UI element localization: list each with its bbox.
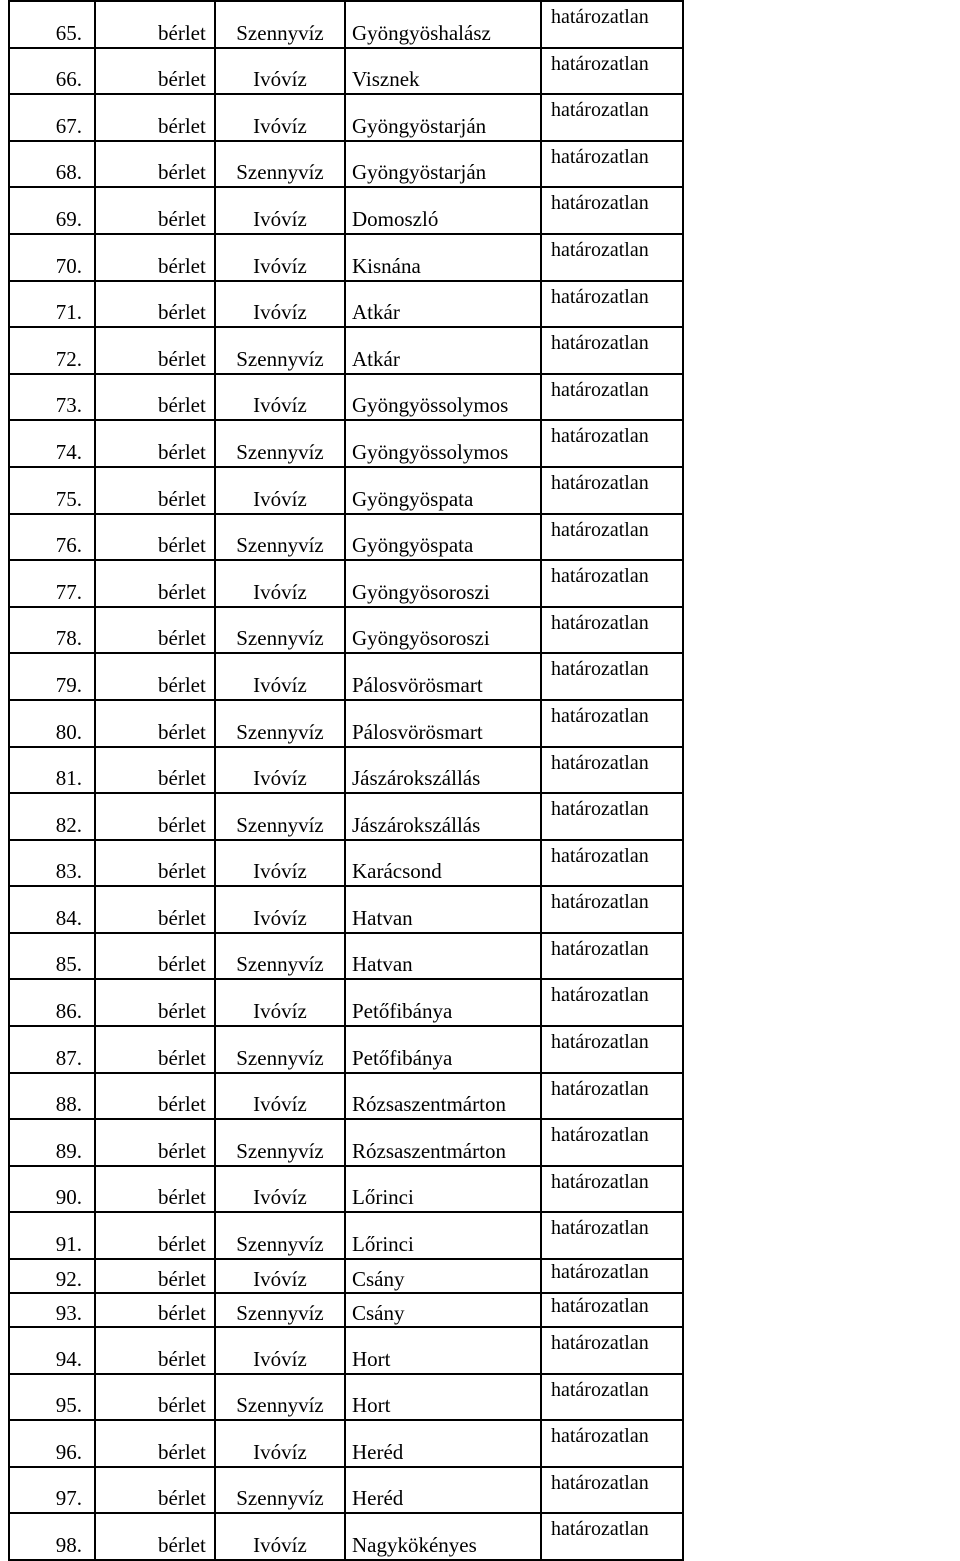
utility-type-cell: Ivóvíz <box>215 467 345 514</box>
row-number-cell: 82. <box>9 793 95 840</box>
row-number-cell: 97. <box>9 1467 95 1514</box>
town-name-cell: Gyöngyöstarján <box>345 94 541 141</box>
contract-type-cell: bérlet <box>95 1259 215 1293</box>
utility-type-cell: Szennyvíz <box>215 1374 345 1421</box>
contract-type-cell: bérlet <box>95 1166 215 1213</box>
duration-cell: határozatlan <box>541 514 683 561</box>
table-row <box>9 187 683 234</box>
contract-type-cell: bérlet <box>95 187 215 234</box>
contract-type-cell: bérlet <box>95 1073 215 1120</box>
row-number-cell: 67. <box>9 94 95 141</box>
utility-type-cell: Ivóvíz <box>215 94 345 141</box>
town-name-cell: Pálosvörösmart <box>345 700 541 747</box>
row-number-cell: 70. <box>9 234 95 281</box>
contract-type-cell: bérlet <box>95 886 215 933</box>
utility-type-cell: Ivóvíz <box>215 886 345 933</box>
row-number-cell: 96. <box>9 1420 95 1467</box>
duration-cell: határozatlan <box>541 187 683 234</box>
row-number-cell: 98. <box>9 1513 95 1560</box>
table-row <box>9 653 683 700</box>
row-number-cell: 87. <box>9 1026 95 1073</box>
duration-cell: határozatlan <box>541 1212 683 1259</box>
duration-cell: határozatlan <box>541 1073 683 1120</box>
row-number-cell: 71. <box>9 281 95 328</box>
table-row <box>9 607 683 654</box>
table-row <box>9 327 683 374</box>
contract-type-cell: bérlet <box>95 1 215 48</box>
utility-type-cell: Ivóvíz <box>215 1327 345 1374</box>
utility-type-cell: Szennyvíz <box>215 1212 345 1259</box>
table-row <box>9 514 683 561</box>
table-row <box>9 1119 683 1166</box>
row-number-cell: 78. <box>9 607 95 654</box>
duration-cell: határozatlan <box>541 420 683 467</box>
town-name-cell: Gyöngyöshalász <box>345 1 541 48</box>
duration-cell: határozatlan <box>541 653 683 700</box>
table-row <box>9 1026 683 1073</box>
row-number-cell: 69. <box>9 187 95 234</box>
duration-cell: határozatlan <box>541 1259 683 1293</box>
row-number-cell: 91. <box>9 1212 95 1259</box>
town-name-cell: Hatvan <box>345 933 541 980</box>
contract-type-cell: bérlet <box>95 1212 215 1259</box>
contract-type-cell: bérlet <box>95 1119 215 1166</box>
town-name-cell: Heréd <box>345 1420 541 1467</box>
town-name-cell: Gyöngyöspata <box>345 467 541 514</box>
contract-type-cell: bérlet <box>95 1420 215 1467</box>
table-row <box>9 1513 683 1560</box>
row-number-cell: 65. <box>9 1 95 48</box>
duration-cell: határozatlan <box>541 1293 683 1327</box>
row-number-cell: 85. <box>9 933 95 980</box>
duration-cell: határozatlan <box>541 467 683 514</box>
duration-cell: határozatlan <box>541 793 683 840</box>
duration-cell: határozatlan <box>541 1026 683 1073</box>
table-row <box>9 94 683 141</box>
duration-cell: határozatlan <box>541 141 683 188</box>
town-name-cell: Hort <box>345 1327 541 1374</box>
utility-type-cell: Ivóvíz <box>215 187 345 234</box>
town-name-cell: Gyöngyösoroszi <box>345 607 541 654</box>
contract-type-cell: bérlet <box>95 933 215 980</box>
table-row <box>9 467 683 514</box>
contract-type-cell: bérlet <box>95 607 215 654</box>
document-page <box>8 0 684 1561</box>
duration-cell: határozatlan <box>541 1467 683 1514</box>
utility-type-cell: Szennyvíz <box>215 141 345 188</box>
utility-type-cell: Ivóvíz <box>215 234 345 281</box>
utility-type-cell: Ivóvíz <box>215 747 345 794</box>
table-row <box>9 1166 683 1213</box>
table-row <box>9 48 683 95</box>
table-row <box>9 747 683 794</box>
row-number-cell: 93. <box>9 1293 95 1327</box>
table-body <box>9 1 683 1560</box>
contract-table <box>8 0 684 1561</box>
row-number-cell: 89. <box>9 1119 95 1166</box>
utility-type-cell: Ivóvíz <box>215 1259 345 1293</box>
duration-cell: határozatlan <box>541 1119 683 1166</box>
contract-type-cell: bérlet <box>95 653 215 700</box>
table-row <box>9 1259 683 1293</box>
table-row <box>9 1293 683 1327</box>
row-number-cell: 84. <box>9 886 95 933</box>
contract-type-cell: bérlet <box>95 793 215 840</box>
table-row <box>9 234 683 281</box>
utility-type-cell: Szennyvíz <box>215 607 345 654</box>
town-name-cell: Hatvan <box>345 886 541 933</box>
duration-cell: határozatlan <box>541 607 683 654</box>
duration-cell: határozatlan <box>541 1166 683 1213</box>
utility-type-cell: Ivóvíz <box>215 1420 345 1467</box>
row-number-cell: 72. <box>9 327 95 374</box>
row-number-cell: 88. <box>9 1073 95 1120</box>
utility-type-cell: Ivóvíz <box>215 1513 345 1560</box>
row-number-cell: 76. <box>9 514 95 561</box>
duration-cell: határozatlan <box>541 281 683 328</box>
town-name-cell: Hort <box>345 1374 541 1421</box>
duration-cell: határozatlan <box>541 1374 683 1421</box>
contract-type-cell: bérlet <box>95 374 215 421</box>
utility-type-cell: Ivóvíz <box>215 1166 345 1213</box>
table-row <box>9 1374 683 1421</box>
table-row <box>9 933 683 980</box>
utility-type-cell: Szennyvíz <box>215 420 345 467</box>
town-name-cell: Jászárokszállás <box>345 747 541 794</box>
contract-type-cell: bérlet <box>95 48 215 95</box>
table-row <box>9 793 683 840</box>
utility-type-cell: Ivóvíz <box>215 653 345 700</box>
utility-type-cell: Szennyvíz <box>215 933 345 980</box>
utility-type-cell: Szennyvíz <box>215 1026 345 1073</box>
table-row <box>9 840 683 887</box>
contract-type-cell: bérlet <box>95 514 215 561</box>
row-number-cell: 79. <box>9 653 95 700</box>
row-number-cell: 75. <box>9 467 95 514</box>
row-number-cell: 74. <box>9 420 95 467</box>
utility-type-cell: Szennyvíz <box>215 1293 345 1327</box>
row-number-cell: 94. <box>9 1327 95 1374</box>
table-row <box>9 560 683 607</box>
contract-type-cell: bérlet <box>95 327 215 374</box>
row-number-cell: 90. <box>9 1166 95 1213</box>
town-name-cell: Gyöngyössolymos <box>345 420 541 467</box>
row-number-cell: 92. <box>9 1259 95 1293</box>
table-row <box>9 374 683 421</box>
town-name-cell: Csány <box>345 1259 541 1293</box>
contract-type-cell: bérlet <box>95 281 215 328</box>
duration-cell: határozatlan <box>541 933 683 980</box>
duration-cell: határozatlan <box>541 886 683 933</box>
contract-type-cell: bérlet <box>95 94 215 141</box>
row-number-cell: 66. <box>9 48 95 95</box>
utility-type-cell: Ivóvíz <box>215 281 345 328</box>
table-row <box>9 979 683 1026</box>
contract-type-cell: bérlet <box>95 979 215 1026</box>
contract-type-cell: bérlet <box>95 1374 215 1421</box>
town-name-cell: Atkár <box>345 327 541 374</box>
contract-type-cell: bérlet <box>95 234 215 281</box>
town-name-cell: Visznek <box>345 48 541 95</box>
town-name-cell: Pálosvörösmart <box>345 653 541 700</box>
table-row <box>9 1073 683 1120</box>
contract-type-cell: bérlet <box>95 1026 215 1073</box>
duration-cell: határozatlan <box>541 1 683 48</box>
duration-cell: határozatlan <box>541 747 683 794</box>
utility-type-cell: Ivóvíz <box>215 1073 345 1120</box>
utility-type-cell: Szennyvíz <box>215 700 345 747</box>
table-row <box>9 1467 683 1514</box>
table-row <box>9 1327 683 1374</box>
utility-type-cell: Szennyvíz <box>215 1467 345 1514</box>
row-number-cell: 80. <box>9 700 95 747</box>
table-row <box>9 1420 683 1467</box>
duration-cell: határozatlan <box>541 979 683 1026</box>
contract-type-cell: bérlet <box>95 420 215 467</box>
town-name-cell: Nagykökényes <box>345 1513 541 1560</box>
contract-type-cell: bérlet <box>95 700 215 747</box>
duration-cell: határozatlan <box>541 700 683 747</box>
contract-type-cell: bérlet <box>95 560 215 607</box>
town-name-cell: Heréd <box>345 1467 541 1514</box>
duration-cell: határozatlan <box>541 327 683 374</box>
duration-cell: határozatlan <box>541 48 683 95</box>
utility-type-cell: Szennyvíz <box>215 1119 345 1166</box>
table-row <box>9 700 683 747</box>
row-number-cell: 81. <box>9 747 95 794</box>
utility-type-cell: Szennyvíz <box>215 514 345 561</box>
utility-type-cell: Ivóvíz <box>215 979 345 1026</box>
contract-type-cell: bérlet <box>95 1293 215 1327</box>
town-name-cell: Rózsaszentmárton <box>345 1073 541 1120</box>
table-row <box>9 420 683 467</box>
utility-type-cell: Szennyvíz <box>215 327 345 374</box>
duration-cell: határozatlan <box>541 1420 683 1467</box>
duration-cell: határozatlan <box>541 1327 683 1374</box>
contract-type-cell: bérlet <box>95 1513 215 1560</box>
town-name-cell: Domoszló <box>345 187 541 234</box>
utility-type-cell: Szennyvíz <box>215 793 345 840</box>
table-row <box>9 1212 683 1259</box>
contract-type-cell: bérlet <box>95 467 215 514</box>
duration-cell: határozatlan <box>541 234 683 281</box>
row-number-cell: 95. <box>9 1374 95 1421</box>
duration-cell: határozatlan <box>541 840 683 887</box>
utility-type-cell: Ivóvíz <box>215 48 345 95</box>
contract-type-cell: bérlet <box>95 840 215 887</box>
duration-cell: határozatlan <box>541 1513 683 1560</box>
row-number-cell: 77. <box>9 560 95 607</box>
town-name-cell: Gyöngyösoroszi <box>345 560 541 607</box>
town-name-cell: Gyöngyöspata <box>345 514 541 561</box>
row-number-cell: 86. <box>9 979 95 1026</box>
utility-type-cell: Szennyvíz <box>215 1 345 48</box>
utility-type-cell: Ivóvíz <box>215 840 345 887</box>
town-name-cell: Lőrinci <box>345 1212 541 1259</box>
town-name-cell: Gyöngyöstarján <box>345 141 541 188</box>
town-name-cell: Rózsaszentmárton <box>345 1119 541 1166</box>
duration-cell: határozatlan <box>541 94 683 141</box>
town-name-cell: Kisnána <box>345 234 541 281</box>
town-name-cell: Atkár <box>345 281 541 328</box>
utility-type-cell: Ivóvíz <box>215 374 345 421</box>
contract-type-cell: bérlet <box>95 1467 215 1514</box>
town-name-cell: Jászárokszállás <box>345 793 541 840</box>
row-number-cell: 73. <box>9 374 95 421</box>
town-name-cell: Csány <box>345 1293 541 1327</box>
table-row <box>9 141 683 188</box>
row-number-cell: 68. <box>9 141 95 188</box>
row-number-cell: 83. <box>9 840 95 887</box>
town-name-cell: Karácsond <box>345 840 541 887</box>
town-name-cell: Gyöngyössolymos <box>345 374 541 421</box>
contract-type-cell: bérlet <box>95 1327 215 1374</box>
town-name-cell: Petőfibánya <box>345 979 541 1026</box>
duration-cell: határozatlan <box>541 374 683 421</box>
contract-type-cell: bérlet <box>95 747 215 794</box>
utility-type-cell: Ivóvíz <box>215 560 345 607</box>
contract-type-cell: bérlet <box>95 141 215 188</box>
duration-cell: határozatlan <box>541 560 683 607</box>
table-row <box>9 1 683 48</box>
town-name-cell: Petőfibánya <box>345 1026 541 1073</box>
table-row <box>9 886 683 933</box>
town-name-cell: Lőrinci <box>345 1166 541 1213</box>
table-row <box>9 281 683 328</box>
